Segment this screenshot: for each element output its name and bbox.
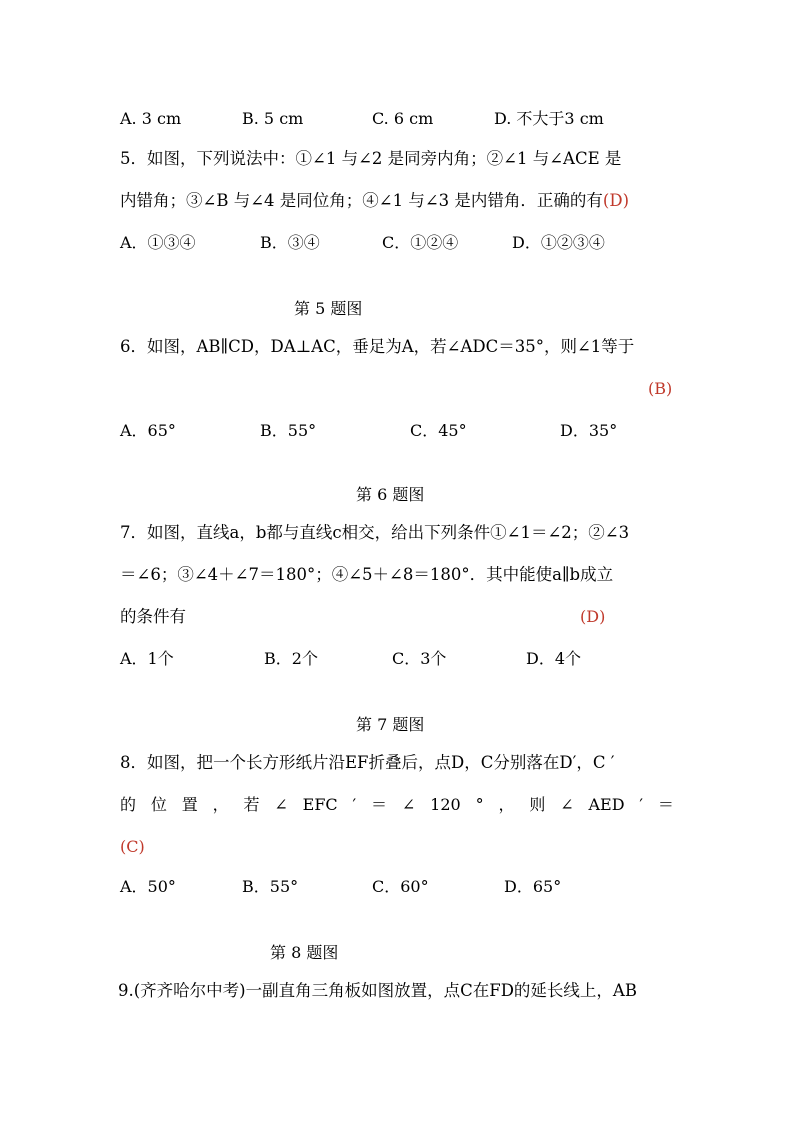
q8-line2-part: EFC (302, 795, 338, 814)
q7-option-b: B．2个 (264, 649, 318, 668)
q8-stem-line2 (120, 794, 674, 816)
q6-answer: (B) (648, 379, 673, 398)
q6-figure-caption: 第 6 题图 (356, 485, 425, 504)
q6-option-b: B．55° (260, 421, 317, 440)
q7-option-d: D．4个 (526, 649, 582, 668)
q8-line2-part: 位 (150, 795, 167, 814)
q5-stem-line1: 5．如图，下列说法中：①∠1 与∠2 是同旁内角；②∠1 与∠ACE 是 (120, 149, 622, 168)
q5-option-b: B．③④ (260, 233, 320, 252)
q7-stem-line3: 的条件有 (120, 607, 186, 626)
q4-option-b: B. 5 cm (242, 109, 304, 128)
q8-option-a: A．50° (120, 877, 176, 896)
q8-line2-part: ， (498, 795, 515, 814)
q8-answer: (C) (120, 837, 145, 856)
q5-option-a: A．①③④ (120, 233, 196, 252)
q8-line2-part: ， (212, 795, 229, 814)
q6-option-a: A．65° (120, 421, 176, 440)
q8-option-d: D．65° (504, 877, 562, 896)
q5-option-d: D．①②③④ (512, 233, 605, 252)
q8-line2-part: 120 (430, 795, 461, 814)
q8-option-c: C．60° (372, 877, 429, 896)
q8-line2-part: ＝ (657, 795, 674, 814)
q8-option-b: B．55° (242, 877, 299, 896)
q6-option-d: D．35° (560, 421, 618, 440)
q8-line2-part: 则 (529, 795, 546, 814)
q4-option-c: C. 6 cm (372, 109, 434, 128)
q8-line2-part: ∠ (401, 795, 416, 814)
q6-option-c: C．45° (410, 421, 467, 440)
q8-line2-part: ∠ (560, 795, 574, 814)
q5-stem-text: 内错角；③∠B 与∠4 是同位角；④∠1 与∠3 是内错角．正确的有 (120, 191, 603, 210)
q5-stem-line2 (120, 190, 629, 212)
q8-line2-part: 若 (243, 795, 260, 814)
q6-stem-line1: 6．如图，AB∥CD，DA⊥AC，垂足为A，若∠ADC＝35°，则∠1等于 (120, 337, 635, 356)
q8-stem-line1: 8．如图，把一个长方形纸片沿EF折叠后，点D，C分别落在D′，C ′ (120, 753, 615, 772)
q8-line2-part: 的 (120, 795, 137, 814)
q9-stem-line1: 9.(齐齐哈尔中考)一副直角三角板如图放置，点C在FD的延长线上，AB (118, 981, 637, 1000)
q7-option-a: A．1个 (120, 649, 174, 668)
q7-answer: (D) (580, 607, 606, 626)
q8-line2-part: ＝ (371, 795, 388, 814)
q8-line2-part: ′ (352, 795, 357, 814)
q5-option-c: C．①②④ (382, 233, 459, 252)
q4-option-a: A. 3 cm (120, 109, 182, 128)
q7-stem-line2: ＝∠6；③∠4＋∠7＝180°；④∠5＋∠8＝180°．其中能使a∥b成立 (120, 565, 614, 584)
q8-line2-part: AED (588, 795, 625, 814)
q5-answer: (D) (602, 191, 630, 210)
q8-line2-part: 置 (181, 795, 198, 814)
q4-option-d: D. 不大于3 cm (494, 109, 604, 128)
q8-line2-part: ° (475, 795, 484, 814)
q8-line2-part: ∠ (274, 795, 288, 814)
q7-option-c: C．3个 (392, 649, 447, 668)
q5-figure-caption: 第 5 题图 (294, 299, 363, 318)
q7-figure-caption: 第 7 题图 (356, 715, 425, 734)
q8-line2-part: ′ (639, 795, 644, 814)
q8-figure-caption: 第 8 题图 (270, 943, 339, 962)
q7-stem-line1: 7．如图，直线a，b都与直线c相交，给出下列条件①∠1＝∠2；②∠3 (120, 523, 630, 542)
